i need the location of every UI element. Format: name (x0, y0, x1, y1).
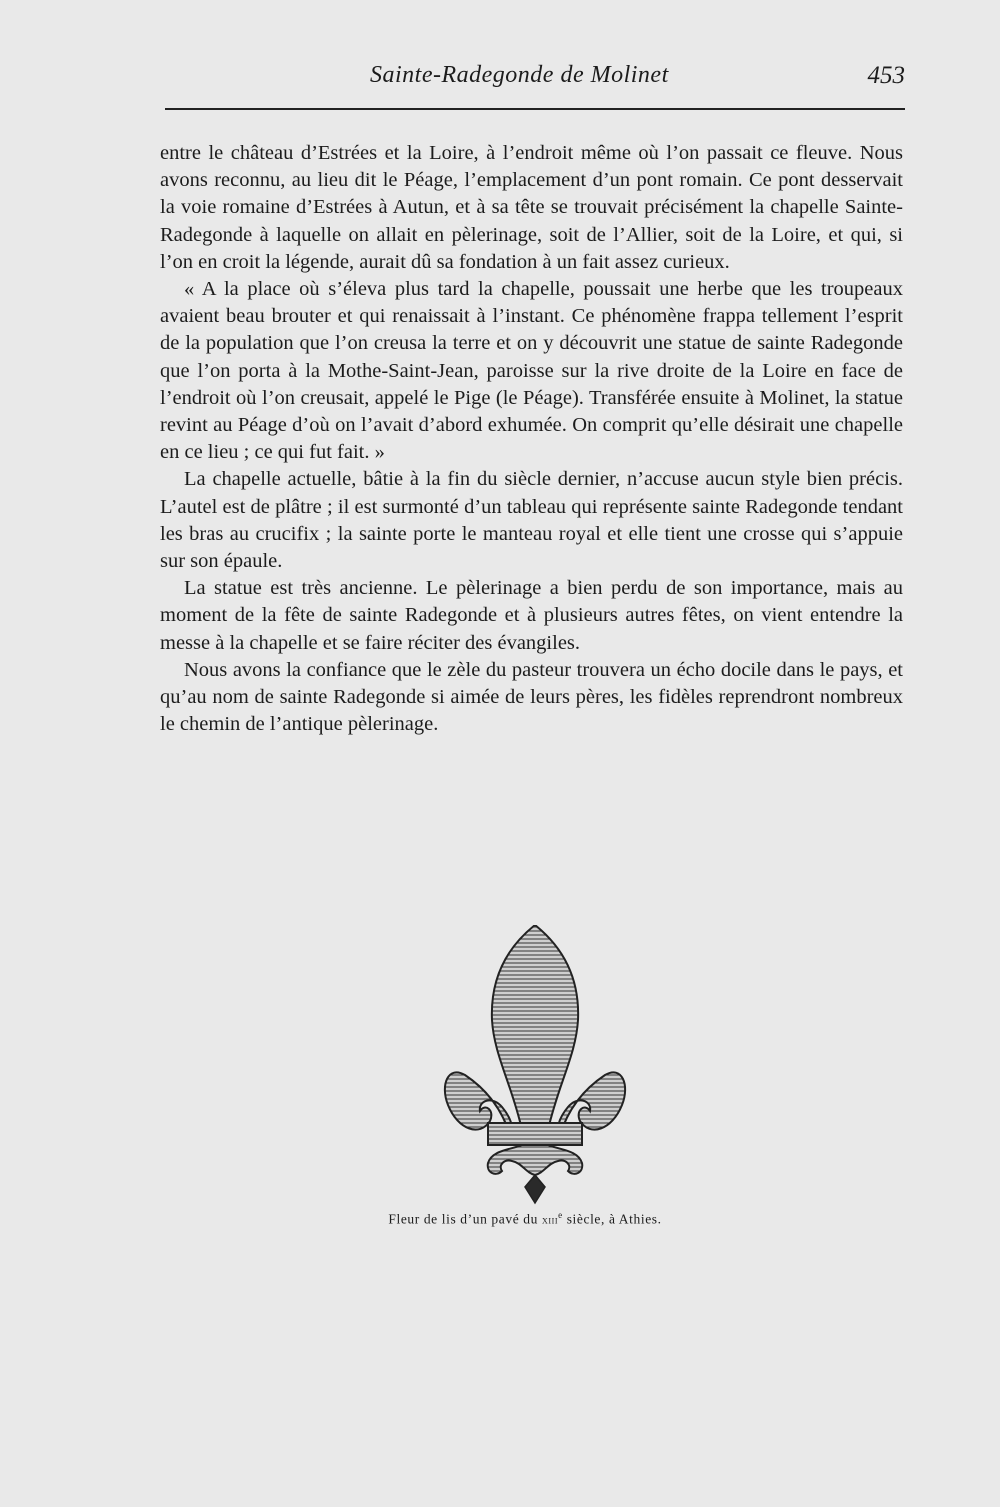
paragraph: La statue est très ancienne. Le pèlerinage a bien perdu de son importance, mais au moment de la fête de sainte Radegonde et à plusieurs autres fêtes, on vient entendre la messe à la chapelle et se faire réciter des évangiles. (160, 577, 903, 654)
fleur-de-lis-icon (440, 925, 630, 1205)
caption-text-end: siècle, à Athies. (562, 1211, 662, 1227)
paragraph: entre le château d’Estrées et la Loire, à l’endroit même où l’on passait ce fleuve. Nous avons reconnu, au lieu dit le Péage, l’emplacement d’un pont romain. Ce pont desservait la voie romaine d’Estrées à Autun, et à sa tête se trouvait précisément la chapelle Sainte-Radegonde à laquelle on allait en pèlerinage, soit de l’Allier, soit de la Loire, et qui, si l’on en croit la légende, aurait dû sa fondation à un fait assez curieux. (160, 142, 903, 273)
caption-text: Fleur de lis d’un pavé du (388, 1211, 542, 1227)
running-title: Sainte-Radegonde de Molinet (370, 62, 669, 88)
running-header (165, 62, 905, 102)
paragraph: La chapelle actuelle, bâtie à la fin du siècle dernier, n’accuse aucun style bien précis. L’autel est de plâtre ; il est surmonté d’un tableau qui représente sainte Radegonde tendant les bras au crucifix ; la sainte porte le manteau royal et elle tient une crosse qui s’appuie sur son épaule. (160, 468, 903, 573)
caption-superscript: e (558, 1210, 563, 1220)
page-number: 453 (867, 62, 905, 89)
header-rule (165, 108, 905, 110)
figure-caption (0, 1210, 1000, 1228)
paragraph: Nous avons la confiance que le zèle du pasteur trouvera un écho docile dans le pays, et qu’au nom de sainte Radegonde si aimée de leurs pères, les fidèles reprendront nombreux le chemin de l’antique pèlerinage. (160, 658, 903, 736)
paragraph: « A la place où s’éleva plus tard la chapelle, poussait une herbe que les troupeaux avaient beau brouter et qui renaissait à l’instant. Ce phénomène frappa tellement l’esprit de la population que l’on creusa la terre et on y découvrit une statue de sainte Radegonde que l’on porta à la Mothe-Saint-Jean, paroisse sur la rive droite de la Loire en face de l’endroit où l’on creusait, appelé le Pige (le Péage). Transférée ensuite à Molinet, la statue revint au Péage d’où on l’avait d’abord exhumée. On comprit qu’elle désirait une chapelle en ce lieu ; ce qui fut fait. » (160, 278, 903, 464)
body-text (160, 140, 903, 738)
caption-century: xiii (541, 1212, 559, 1227)
